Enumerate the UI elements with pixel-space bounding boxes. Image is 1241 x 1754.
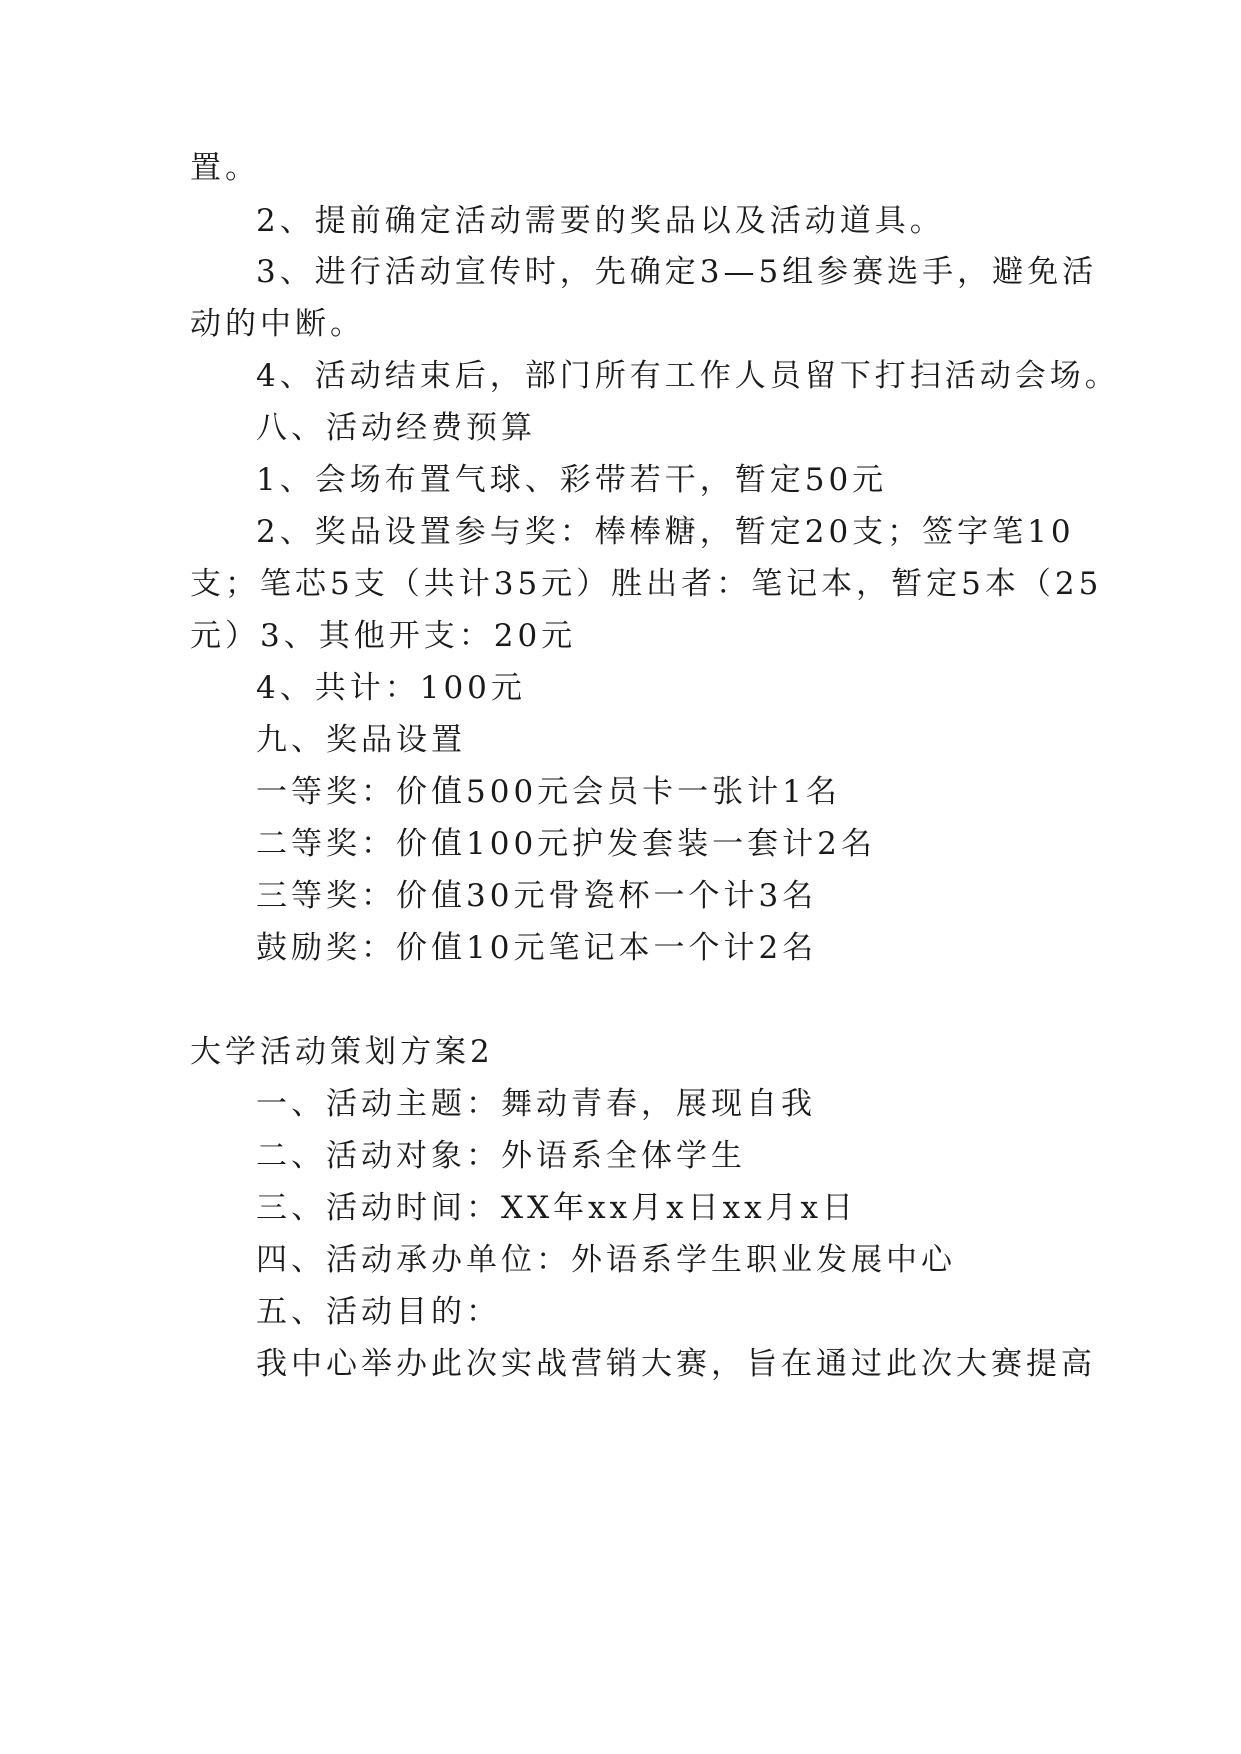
paragraph-line: 动的中断。 [190,306,365,342]
prize-line: 一等奖：价值500元会员卡一张计1名 [256,774,841,810]
paragraph-line: 4、共计：100元 [256,670,526,706]
paragraph-line: 置。 [190,150,260,186]
paragraph-line: 五、活动目的： [256,1294,501,1330]
paragraph-line: 3、进行活动宣传时，先确定3—5组参赛选手，避免活 [256,254,1098,290]
paragraph-line: 2、奖品设置参与奖：棒棒糖，暂定20支；签字笔10 [256,514,1075,550]
paragraph-line: 2、提前确定活动需要的奖品以及活动道具。 [256,203,945,239]
paragraph-line: 三、活动时间：XX年xx月x日xx月x日 [256,1190,858,1226]
section-heading: 九、奖品设置 [256,722,466,758]
paragraph-line: 一、活动主题：舞动青春，展现自我 [256,1086,816,1122]
prize-line: 二等奖：价值100元护发套装一套计2名 [256,826,876,862]
paragraph-line: 元）3、其他开支：20元 [190,618,577,654]
paragraph-line: 4、活动结束后，部门所有工作人员留下打扫活动会场。 [256,358,1120,394]
paragraph-line: 支；笔芯5支（共计35元）胜出者：笔记本，暂定5本（25 [190,566,1103,602]
section-heading: 八、活动经费预算 [256,410,536,446]
section-title: 大学活动策划方案2 [190,1034,494,1070]
paragraph-line: 1、会场布置气球、彩带若干，暂定50元 [256,462,888,498]
prize-line: 鼓励奖：价值10元笔记本一个计2名 [256,930,818,966]
prize-line: 三等奖：价值30元骨瓷杯一个计3名 [256,878,818,914]
paragraph-line: 我中心举办此次实战营销大赛，旨在通过此次大赛提高 [256,1346,1096,1382]
paragraph-line: 二、活动对象：外语系全体学生 [256,1138,746,1174]
paragraph-line: 四、活动承办单位：外语系学生职业发展中心 [256,1242,956,1278]
